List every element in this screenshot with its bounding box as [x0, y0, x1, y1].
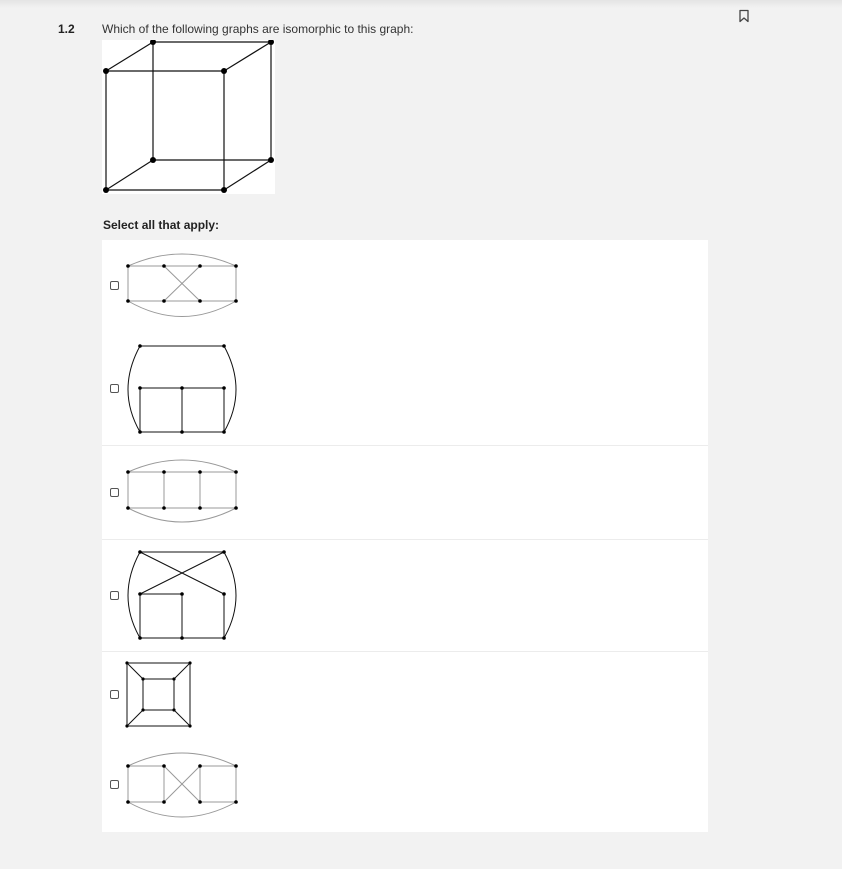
- option-checkbox[interactable]: [110, 690, 119, 699]
- question-graph-image: [102, 40, 275, 194]
- question-number: 1.2: [58, 22, 75, 36]
- option-checkbox[interactable]: [110, 281, 119, 290]
- option-checkbox[interactable]: [110, 384, 119, 393]
- option-checkbox[interactable]: [110, 591, 119, 600]
- question-text: Which of the following graphs are isomorphic to this graph:: [102, 22, 414, 36]
- answer-option[interactable]: [102, 336, 708, 444]
- graph-option-d: [124, 546, 244, 646]
- option-checkbox[interactable]: [110, 780, 119, 789]
- answer-option[interactable]: [102, 240, 708, 332]
- option-checkbox[interactable]: [110, 488, 119, 497]
- select-all-label: Select all that apply:: [103, 218, 220, 232]
- answer-option[interactable]: [102, 445, 708, 540]
- graph-option-c: [124, 454, 244, 532]
- bookmark-icon[interactable]: [737, 9, 751, 23]
- answer-option[interactable]: [102, 740, 708, 830]
- top-shade: [0, 0, 842, 8]
- answer-option[interactable]: [102, 651, 708, 738]
- graph-option-f: [124, 746, 244, 826]
- answer-option[interactable]: [102, 539, 708, 652]
- graph-option-a: [124, 248, 244, 324]
- answer-options: [102, 240, 708, 832]
- graph-option-b: [124, 342, 244, 438]
- graph-option-e: [124, 660, 194, 730]
